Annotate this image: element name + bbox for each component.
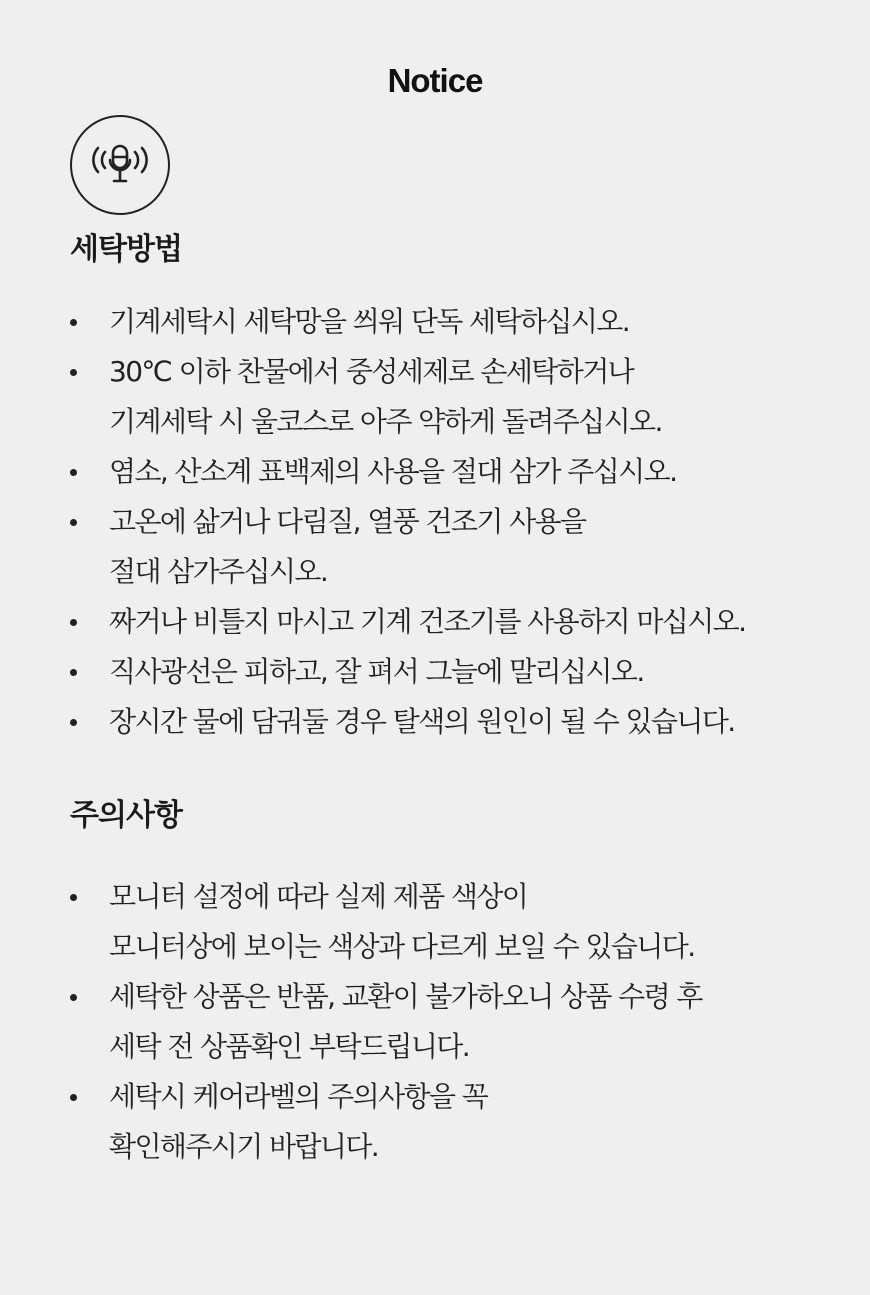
item-text: 확인해주시기 바랍니다.	[109, 1130, 379, 1163]
item-text: 절대 삼가주십시오.	[109, 555, 328, 588]
item-text: 모니터 설정에 따라 실제 제품 색상이	[109, 880, 528, 913]
bullet-dot	[70, 469, 77, 476]
item-text: 모니터상에 보이는 색상과 다르게 보일 수 있습니다.	[109, 930, 695, 963]
list-item	[70, 497, 860, 597]
caution-list	[70, 872, 860, 1172]
bullet-dot	[70, 894, 77, 901]
page-title: Notice	[387, 62, 483, 99]
item-text: 염소, 산소계 표백제의 사용을 절대 삼가 주십시오.	[109, 455, 677, 488]
list-item	[70, 347, 860, 447]
item-text: 직사광선은 피하고, 잘 펴서 그늘에 말리십시오.	[109, 655, 644, 688]
item-text: 세탁 전 상품확인 부탁드립니다.	[109, 1030, 470, 1063]
bullet-dot	[70, 994, 77, 1001]
list-item	[70, 647, 860, 697]
list-item	[70, 297, 860, 347]
bullet-dot	[70, 669, 77, 676]
bullet-dot	[70, 619, 77, 626]
bullet-dot	[70, 519, 77, 526]
section-heading-washing: 세탁방법	[70, 232, 182, 267]
list-item	[70, 447, 860, 497]
bullet-dot	[70, 369, 77, 376]
item-text: 세탁시 케어라벨의 주의사항을 꼭	[109, 1080, 488, 1113]
item-text: 기계세탁 시 울코스로 아주 약하게 돌려주십시오.	[109, 405, 662, 438]
list-item	[70, 597, 860, 647]
caution-section	[70, 796, 860, 1172]
notice-icon-badge	[70, 115, 170, 215]
bullet-dot	[70, 319, 77, 326]
item-text: 고온에 삶거나 다림질, 열풍 건조기 사용을	[109, 505, 586, 538]
bullet-dot	[70, 1094, 77, 1101]
list-item	[70, 972, 860, 1072]
section-heading-caution: 주의사항	[70, 798, 182, 833]
list-item	[70, 697, 860, 747]
item-text: 장시간 물에 담궈둘 경우 탈색의 원인이 될 수 있습니다.	[109, 705, 735, 738]
list-item	[70, 1072, 860, 1172]
item-text: 30℃ 이하 찬물에서 중성세제로 손세탁하거나	[109, 355, 634, 388]
item-text: 세탁한 상품은 반품, 교환이 불가하오니 상품 수령 후	[109, 980, 702, 1013]
bullet-dot	[70, 719, 77, 726]
washing-method-section	[70, 230, 860, 747]
item-text: 기계세탁시 세탁망을 씌워 단독 세탁하십시오.	[109, 305, 630, 338]
list-item	[70, 872, 860, 972]
microphone-broadcast-icon	[89, 140, 151, 190]
washing-method-list	[70, 297, 860, 747]
item-text: 짜거나 비틀지 마시고 기계 건조기를 사용하지 마십시오.	[109, 605, 746, 638]
